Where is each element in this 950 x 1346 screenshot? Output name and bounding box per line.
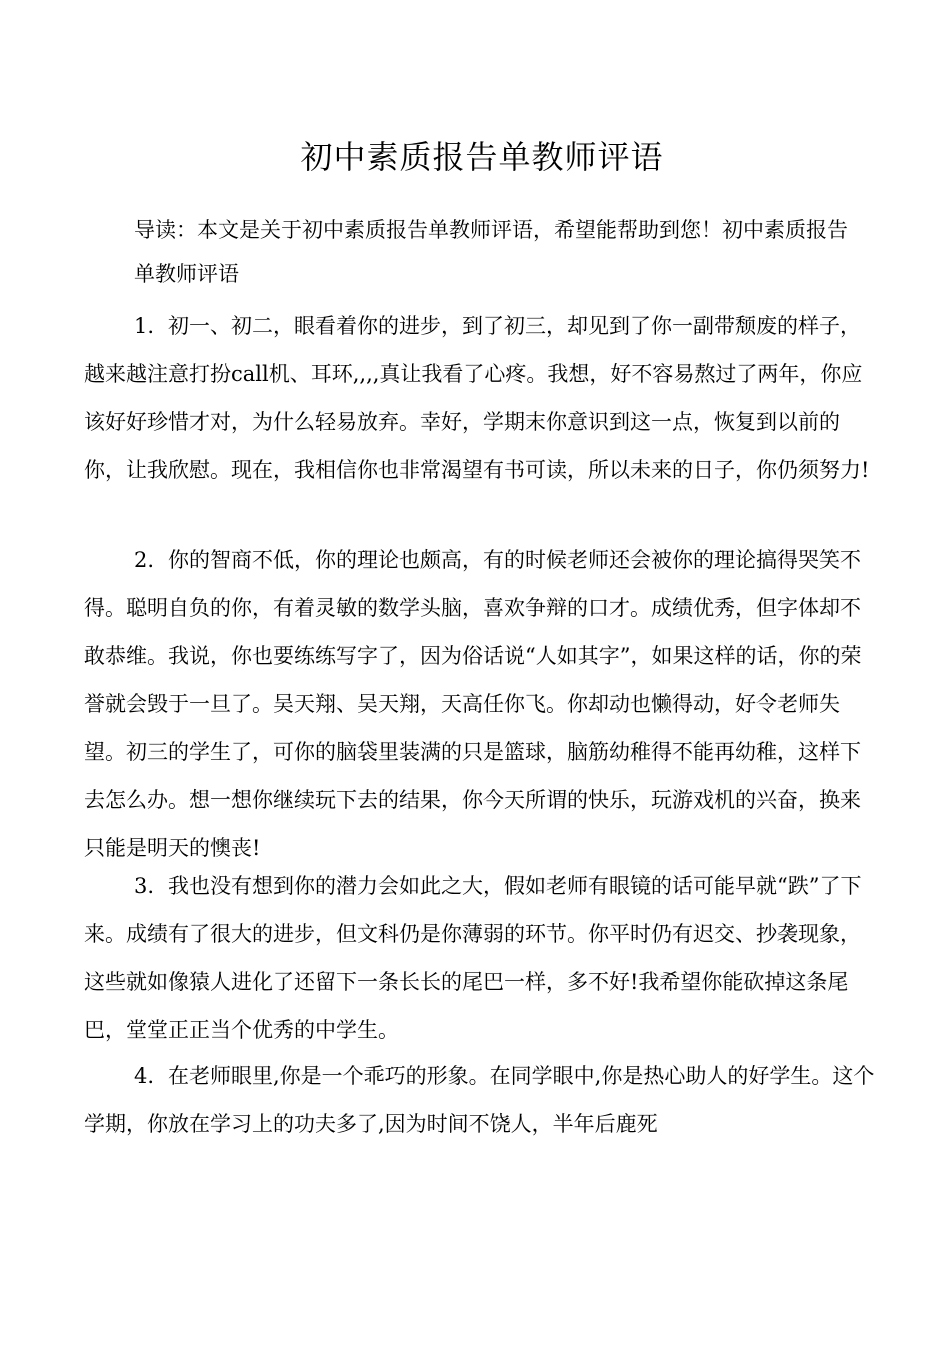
paragraph-number: 1. bbox=[134, 314, 155, 338]
paragraph-number: 3. bbox=[134, 874, 155, 898]
paragraph-text: 你的智商不低，你的理论也颇高，有的时候老师还会被你的理论搞得哭笑不得。聪明自负的你，有着灵敏的数学头脑，喜欢争辩的口才。成绩优秀，但字体却不敢恭维。我说，你也要练练写字了，因为俗话说“人如其字”，如果这样的话，你的荣誉就会毁于一旦了。吴天翔、吴天翔，天高任你飞。你却动也懒得动，好令老师失望。初三的学生了，可你的脑袋里装满的只是篮球，脑筋幼稚得不能再幼稚，这样下去怎么办。想一想你继续玩下去的结果，你今天所谓的快乐，玩游戏机的兴奋，换来只能是明天的懊丧! bbox=[84, 548, 862, 860]
comment-paragraph-1 bbox=[84, 302, 874, 494]
paragraph-number: 4. bbox=[134, 1064, 155, 1088]
paragraph-text: 我也没有想到你的潜力会如此之大，假如老师有眼镜的话可能早就“跌”了下来。成绩有了很大的进步，但文科仍是你薄弱的环节。你平时仍有迟交、抄袭现象，这些就如像猿人进化了还留下一条长长的尾巴一样，多不好!我希望你能砍掉这条尾巴，堂堂正正当个优秀的中学生。 bbox=[84, 874, 862, 1042]
comment-paragraph-3 bbox=[84, 862, 874, 1054]
comment-paragraph-4 bbox=[84, 1052, 889, 1148]
document-title: 初中素质报告单教师评语 bbox=[300, 138, 664, 176]
paragraph-number: 2. bbox=[134, 548, 155, 572]
paragraph-text: 初一、初二，眼看着你的进步，到了初三，却见到了你一副带颓废的样子，越来越注意打扮call机、耳环,,,,真让我看了心疼。我想，好不容易熬过了两年，你应该好好珍惜才对，为什么轻易放弃。幸好，学期末你意识到这一点，恢复到以前的你，让我欣慰。现在，我相信你也非常渴望有书可读，所以未来的日子，你仍须努力! bbox=[84, 314, 870, 482]
comment-paragraph-2 bbox=[84, 536, 874, 872]
intro-paragraph: 导读：本文是关于初中素质报告单教师评语，希望能帮助到您！初中素质报告单教师评语 bbox=[134, 218, 848, 286]
paragraph-text: 在老师眼里,你是一个乖巧的形象。在同学眼中,你是热心助人的好学生。这个学期，你放在学习上的功夫多了,因为时间不饶人，半年后鹿死 bbox=[84, 1064, 875, 1136]
